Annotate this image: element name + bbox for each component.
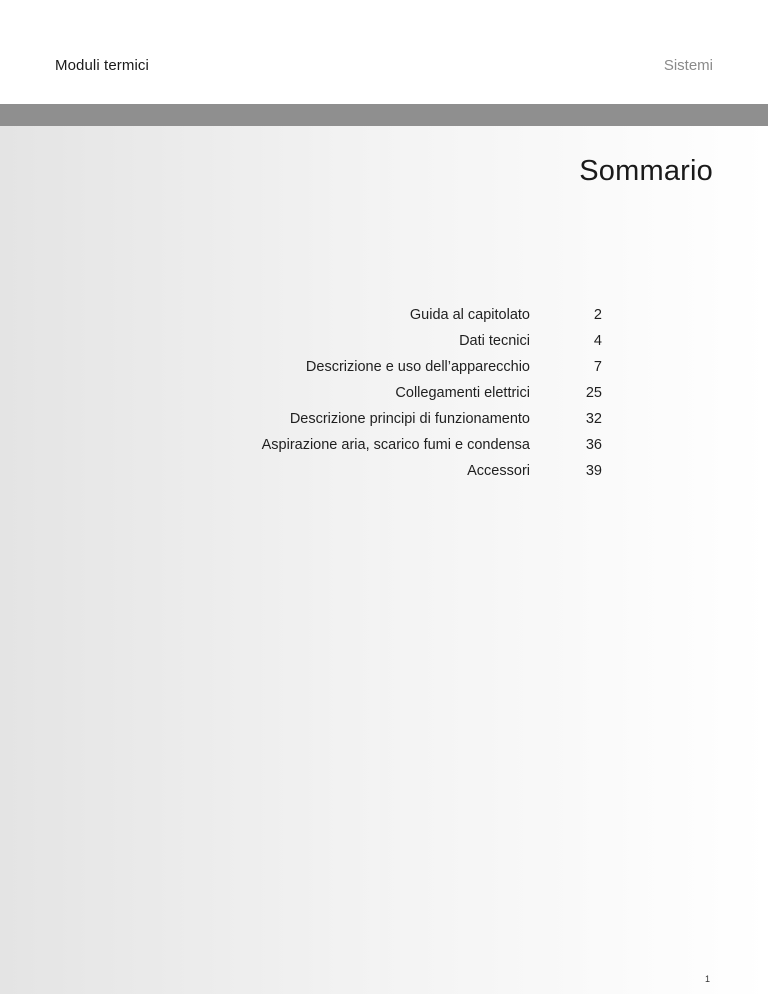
- page-header: [0, 0, 768, 104]
- toc-entry-label: Descrizione e uso dell’apparecchio: [305, 359, 530, 375]
- toc-entry-label: Guida al capitolato: [409, 307, 530, 323]
- toc-entry[interactable]: [0, 307, 768, 333]
- toc-entry[interactable]: [0, 437, 768, 463]
- toc-entry[interactable]: [0, 411, 768, 437]
- toc-entry-page: 4: [593, 333, 602, 349]
- toc-entry-label: Dati tecnici: [459, 333, 530, 349]
- toc-entry-page: 2: [593, 307, 602, 323]
- table-of-contents: [0, 307, 768, 489]
- header-category: Sistemi: [663, 57, 713, 74]
- toc-entry-page: 32: [585, 411, 602, 427]
- toc-entry-page: 39: [585, 463, 602, 479]
- page-number: 1: [704, 974, 710, 984]
- toc-entry-label: Accessori: [467, 463, 530, 479]
- toc-entry[interactable]: [0, 359, 768, 385]
- page-title: Sommario: [579, 155, 713, 187]
- header-section-title: Moduli termici: [55, 57, 149, 74]
- toc-entry-label: Descrizione principi di funzionamento: [289, 411, 530, 427]
- header-band: [0, 104, 768, 126]
- toc-entry-page: 25: [585, 385, 602, 401]
- toc-entry-page: 7: [593, 359, 602, 375]
- toc-entry-page: 36: [585, 437, 602, 453]
- toc-entry-label: Collegamenti elettrici: [395, 385, 530, 401]
- content-area: [0, 126, 768, 994]
- toc-entry[interactable]: [0, 385, 768, 411]
- toc-entry[interactable]: [0, 333, 768, 359]
- toc-entry-label: Aspirazione aria, scarico fumi e condensa: [261, 437, 530, 453]
- toc-entry[interactable]: [0, 463, 768, 489]
